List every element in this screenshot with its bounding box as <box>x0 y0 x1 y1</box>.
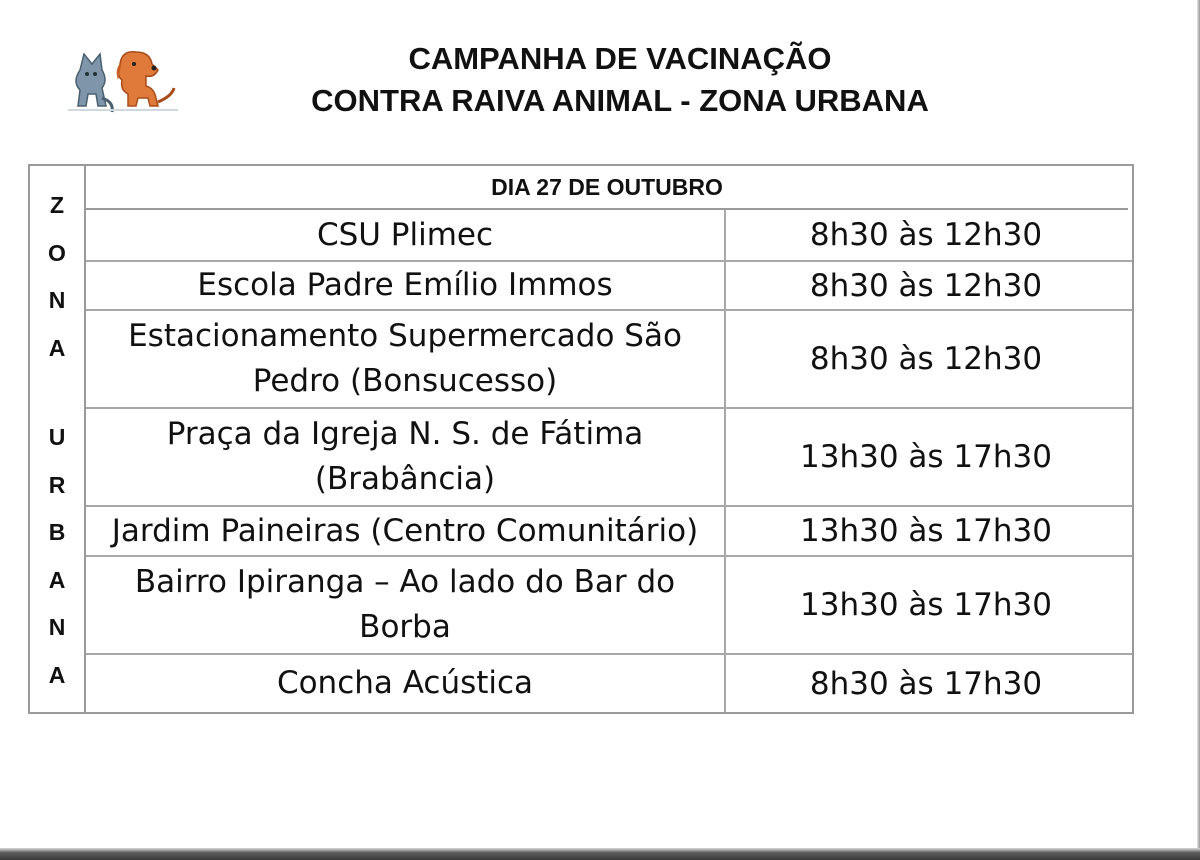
time-cell: 13h30 às 17h30 <box>800 587 1052 623</box>
table-row <box>86 655 1132 712</box>
schedule-body <box>86 166 1132 712</box>
table-row <box>86 507 1132 557</box>
time-cell: 8h30 às 12h30 <box>809 267 1043 304</box>
table-row <box>86 557 1132 655</box>
time-cell: 13h30 às 17h30 <box>800 513 1052 549</box>
page-edge-bottom <box>0 848 1200 860</box>
zone-letter: A <box>48 661 66 688</box>
zone-letter: B <box>48 519 66 545</box>
time-cell: 8h30 às 12h30 <box>809 217 1043 253</box>
location-cell: Jardim Paineiras (Centro Comunitário) <box>86 507 726 555</box>
time-cell: 8h30 às 17h30 <box>809 665 1043 702</box>
campaign-title <box>200 38 1040 122</box>
zone-letter: A <box>48 566 66 593</box>
table-row <box>86 262 1132 311</box>
title-line-2: CONTRA RAIVA ANIMAL - ZONA URBANA <box>311 83 929 118</box>
zone-letter: N <box>48 287 66 313</box>
zone-letter: A <box>48 334 66 361</box>
day-header: DIA 27 DE OUTUBRO <box>86 166 1128 210</box>
table-row <box>86 409 1132 507</box>
zone-letter: U <box>48 424 66 450</box>
location-cell: Praça da Igreja N. S. de Fátima (Brabância) <box>86 409 726 505</box>
location-cell: Concha Acústica <box>86 655 726 712</box>
title-line-1: CAMPANHA DE VACINAÇÃO <box>408 41 832 76</box>
zone-letter: O <box>48 239 66 266</box>
time-cell: 13h30 às 17h30 <box>800 439 1052 475</box>
time-cell: 8h30 às 12h30 <box>809 341 1043 377</box>
vaccination-schedule-table <box>28 164 1134 714</box>
location-cell: Escola Padre Emílio Immos <box>86 262 726 309</box>
dog-and-cat-icon <box>62 40 182 116</box>
table-row <box>86 210 1132 262</box>
zone-letter: R <box>48 471 66 498</box>
location-cell: Bairro Ipiranga – Ao lado do Bar do Borba <box>86 557 726 653</box>
zone-letter: N <box>48 614 66 640</box>
zone-vertical-label <box>30 166 86 712</box>
zone-letter: Z <box>49 192 65 218</box>
table-row <box>86 311 1132 409</box>
location-cell: CSU Plimec <box>86 210 726 260</box>
location-cell: Estacionamento Supermercado São Pedro (Bonsucesso) <box>86 311 726 407</box>
